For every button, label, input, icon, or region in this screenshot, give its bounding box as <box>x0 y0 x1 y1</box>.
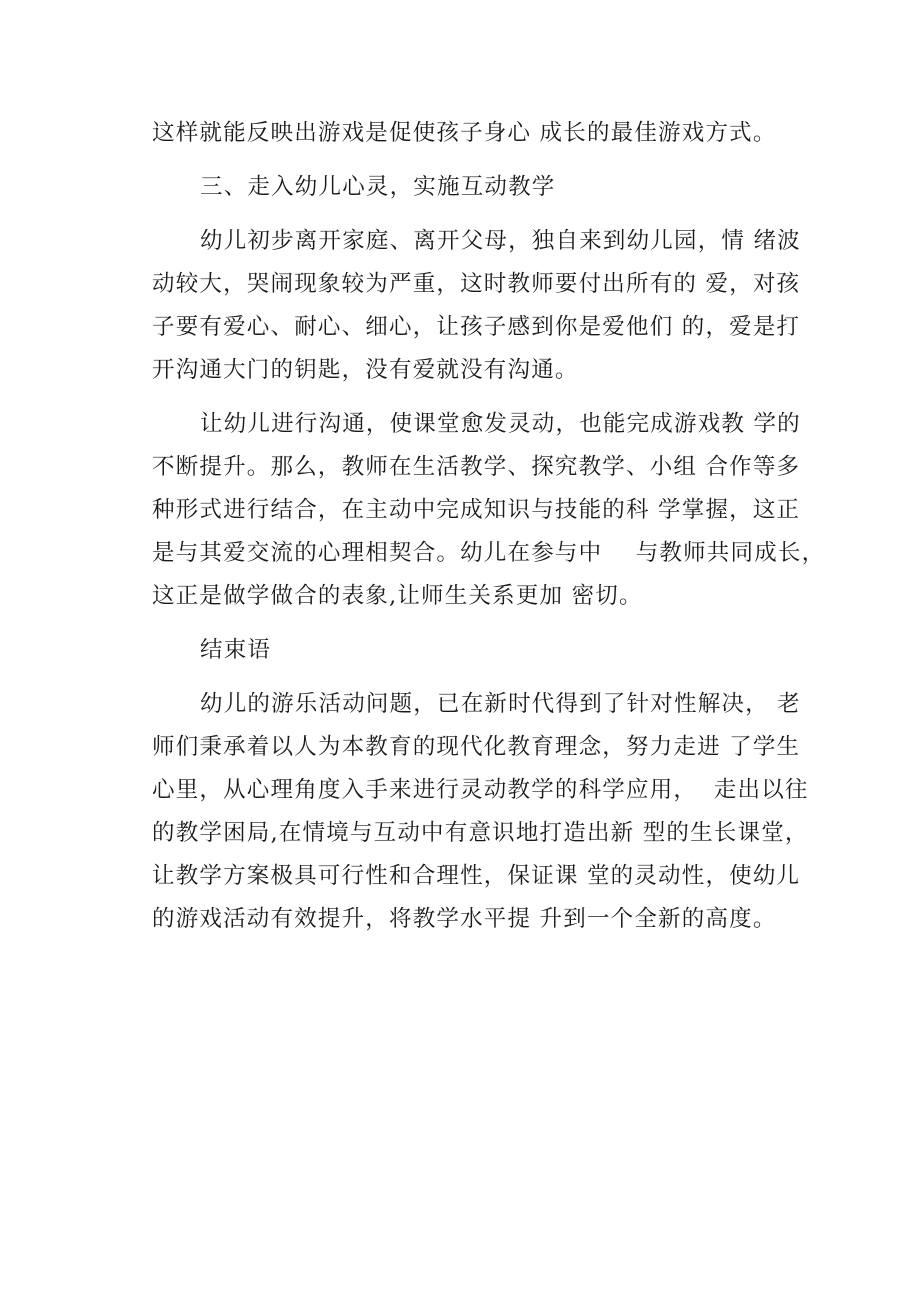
text-line: 师们秉承着以人为本教育的现代化教育理念，努力走进 了学生 <box>152 734 801 760</box>
text-line: 幼儿的游乐活动问题，已在新时代得到了针对性解决， 老 <box>200 691 801 717</box>
paragraph-spacing <box>152 392 792 403</box>
text-line: 的游戏活动有效提升，将教学水平提 升到一个全新的高度。 <box>152 906 777 932</box>
text-line: 种形式进行结合，在主动中完成知识与技能的科 学掌握，这正 <box>152 497 801 523</box>
paragraph-spacing <box>152 155 792 166</box>
paragraph-spacing <box>152 672 792 683</box>
text-line: 三、走入幼儿心灵，实施互动教学 <box>200 174 556 200</box>
text-line: 心里，从心理角度入手来进行灵动教学的科学应用， 走出以往 <box>152 777 809 803</box>
paragraph-spacing <box>152 209 792 220</box>
text-line: 让教学方案极具可行性和合理性，保证课 堂的灵动性，使幼儿 <box>152 863 801 889</box>
text-line: 子要有爱心、耐心、细心，让孩子感到你是爱他们 的，爱是打 <box>152 314 801 340</box>
document-body <box>152 112 826 941</box>
text-line: 动较大，哭闹现象较为严重，这时教师要付出所有的 爱，对孩 <box>152 271 801 297</box>
text-line: 这正是做学做合的表象,让师生关系更加 密切。 <box>152 583 643 609</box>
text-line: 这样就能反映出游戏是促使孩子身心 成长的最佳游戏方式。 <box>152 120 777 146</box>
text-line: 开沟通大门的钥匙，没有爱就没有沟通。 <box>152 357 579 383</box>
text-line: 结束语 <box>200 637 272 663</box>
text-line: 让幼儿进行沟通，使课堂愈发灵动，也能完成游戏教 学的 <box>200 411 801 437</box>
text-line: 不断提升。那么，教师在生活教学、探究教学、小组 合作等多 <box>152 454 801 480</box>
text-line: 幼儿初步离开家庭、离开父母，独自来到幼儿园，情 绪波 <box>200 228 801 254</box>
paragraph-spacing <box>152 618 792 629</box>
text-line: 是与其爱交流的心理相契合。幼儿在参与中 与教师共同成长， <box>152 540 826 566</box>
text-line: 的教学困局,在情境与互动中有意识地打造出新 型的生长课堂， <box>152 820 809 846</box>
